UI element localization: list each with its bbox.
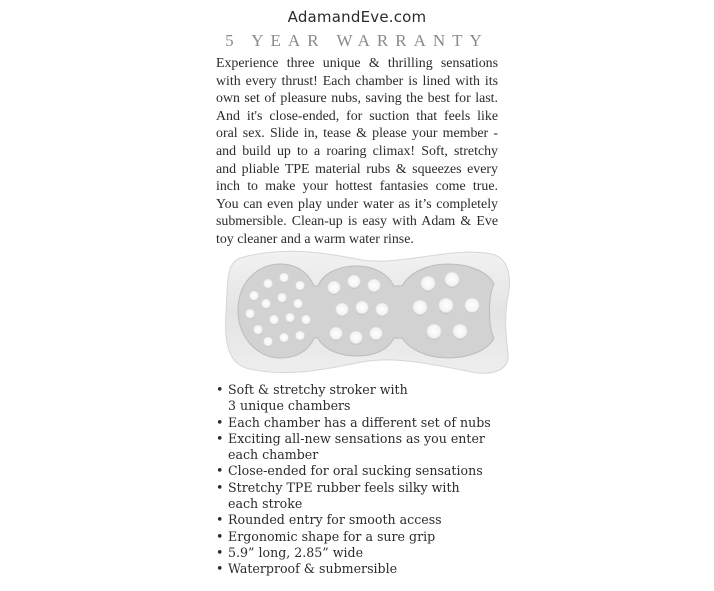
bullet-icon: •	[216, 463, 224, 479]
bullet-icon: •	[216, 512, 224, 528]
feature-item	[216, 529, 516, 545]
feature-text: Soft & stretchy stroker with	[228, 382, 408, 397]
bullet-icon: •	[216, 382, 224, 397]
feature-text: Waterproof & submersible	[228, 561, 398, 577]
feature-item	[216, 431, 516, 464]
description-line: own set of pleasure nubs, saving the best for last.	[216, 91, 498, 107]
description-line: and build up to a roaring climax! Soft, stretchy	[216, 143, 498, 159]
description-line: inch to make your hottest fantasies come true.	[216, 179, 498, 195]
description-line: And it's close-ended, for suction that feels like	[216, 108, 498, 124]
description-line: with every thrust! Each chamber is lined with its	[216, 73, 498, 89]
bullet-icon: •	[216, 544, 224, 560]
site-name: AdamandEve.com	[287, 8, 427, 26]
bullet-icon: •	[216, 414, 224, 430]
product-description	[216, 55, 498, 249]
feature-list	[216, 382, 516, 578]
description-line: oral sex. Slide in, tease & please your member -	[216, 126, 498, 142]
feature-text: Close-ended for oral sucking sensations	[228, 463, 483, 479]
bullet-icon: •	[216, 430, 224, 446]
bullet-icon: •	[216, 479, 224, 495]
stroker-chambers-illustration-icon	[222, 246, 512, 376]
feature-item	[216, 415, 516, 431]
feature-item	[216, 545, 516, 561]
description-line: submersible. Clean-up is easy with Adam & Eve	[216, 214, 498, 230]
description-line: You can even play under water as it’s completely	[216, 196, 498, 212]
warranty-heading: 5 YEAR WARRANTY	[225, 31, 489, 50]
feature-text: Ergonomic shape for a sure grip	[228, 528, 436, 544]
feature-text: 5.9” long, 2.85” wide	[228, 544, 364, 560]
bullet-icon: •	[216, 528, 224, 544]
feature-text: each stroke	[228, 496, 303, 512]
description-line: toy cleaner and a warm water rinse.	[216, 231, 414, 247]
feature-text: Each chamber has a different set of nubs	[228, 414, 491, 430]
feature-item	[216, 480, 516, 513]
feature-item	[216, 382, 516, 415]
bullet-icon: •	[216, 561, 224, 577]
feature-text: Stretchy TPE rubber feels silky with	[228, 479, 460, 495]
description-line: Experience three unique & thrilling sensations	[216, 56, 498, 71]
feature-text: 3 unique chambers	[228, 398, 351, 414]
feature-text: Exciting all-new sensations as you enter	[228, 430, 485, 446]
feature-text: each chamber	[228, 447, 319, 463]
feature-item	[216, 463, 516, 479]
description-line: and pliable TPE material rubs & squeezes every	[216, 161, 498, 177]
feature-text: Rounded entry for smooth access	[228, 512, 442, 528]
feature-item	[216, 561, 516, 577]
feature-item	[216, 512, 516, 528]
